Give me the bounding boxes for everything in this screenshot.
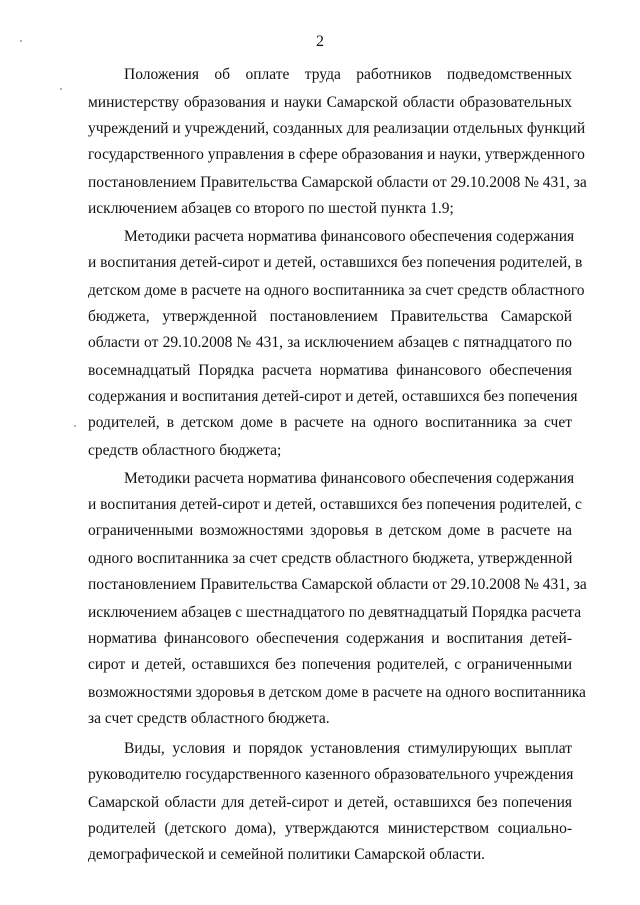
paragraph-line: норматива финансового обеспечения содержания и воспитания детей- xyxy=(88,630,572,647)
scan-speck xyxy=(74,425,76,427)
paragraph-line: демографической и семейной политики Самарской области. xyxy=(88,846,485,863)
paragraph-line: средств областного бюджета; xyxy=(88,442,282,459)
paragraph-line: государственного управления в сфере образования и науки, утвержденного xyxy=(88,146,585,163)
paragraph-line: ограниченными возможностями здоровья в детском доме в расчете на xyxy=(88,522,572,539)
paragraph-line: Самарской области для детей-сирот и детей, оставшихся без попечения xyxy=(88,794,572,811)
paragraph-line: одного воспитанника за счет средств областного бюджета, утвержденной xyxy=(88,550,573,567)
paragraph-line: родителей (детского дома), утверждаются министерством социально- xyxy=(88,820,572,837)
paragraph-line: детском доме в расчете на одного воспитанника за счет средств областного xyxy=(88,282,585,299)
paragraph-first-line: Методики расчета норматива финансового обеспечения содержания xyxy=(124,470,575,487)
scan-speck xyxy=(20,40,22,42)
paragraph-line: и воспитания детей-сирот и детей, оставшихся без попечения родителей, в xyxy=(88,254,583,271)
paragraph-line: за счет средств областного бюджета. xyxy=(88,710,330,727)
paragraph-line: области от 29.10.2008 № 431, за исключением абзацев с пятнадцатого по xyxy=(88,334,572,351)
paragraph-line: бюджета, утвержденной постановлением Правительства Самарской xyxy=(88,308,572,325)
paragraph-line: исключением абзацев с шестнадцатого по девятнадцатый Порядка расчета xyxy=(88,604,582,621)
paragraph-line: учреждений и учреждений, созданных для реализации отдельных функций xyxy=(88,120,586,137)
paragraph-first-line: Методики расчета норматива финансового обеспечения содержания xyxy=(124,228,575,245)
scan-speck xyxy=(60,88,62,90)
paragraph-first-line: Виды, условия и порядок установления стимулирующих выплат xyxy=(124,740,572,757)
paragraph-line: и воспитания детей-сирот и детей, оставшихся без попечения родителей, с xyxy=(88,496,582,513)
paragraph-line: родителей, в детском доме в расчете на одного воспитанника за счет xyxy=(88,414,572,431)
paragraph-line: исключением абзацев со второго по шестой пункта 1.9; xyxy=(88,200,454,217)
paragraph-first-line: Положения об оплате труда работников подведомственных xyxy=(124,66,572,83)
paragraph-line: постановлением Правительства Самарской области от 29.10.2008 № 431, за xyxy=(88,174,587,191)
paragraph-line: постановлением Правительства Самарской области от 29.10.2008 № 431, за xyxy=(88,576,587,593)
paragraph-line: руководителю государственного казенного образовательного учреждения xyxy=(88,766,574,783)
page-number: 2 xyxy=(316,33,324,50)
paragraph-line: возможностями здоровья в детском доме в расчете на одного воспитанника xyxy=(88,684,586,701)
paragraph-line: сирот и детей, оставшихся без попечения родителей, с ограниченными xyxy=(88,656,572,673)
paragraph-line: содержания и воспитания детей-сирот и детей, оставшихся без попечения xyxy=(88,388,578,405)
paragraph-line: министерству образования и науки Самарской области образовательных xyxy=(88,94,572,111)
paragraph-line: восемнадцатый Порядка расчета норматива финансового обеспечения xyxy=(88,362,572,379)
